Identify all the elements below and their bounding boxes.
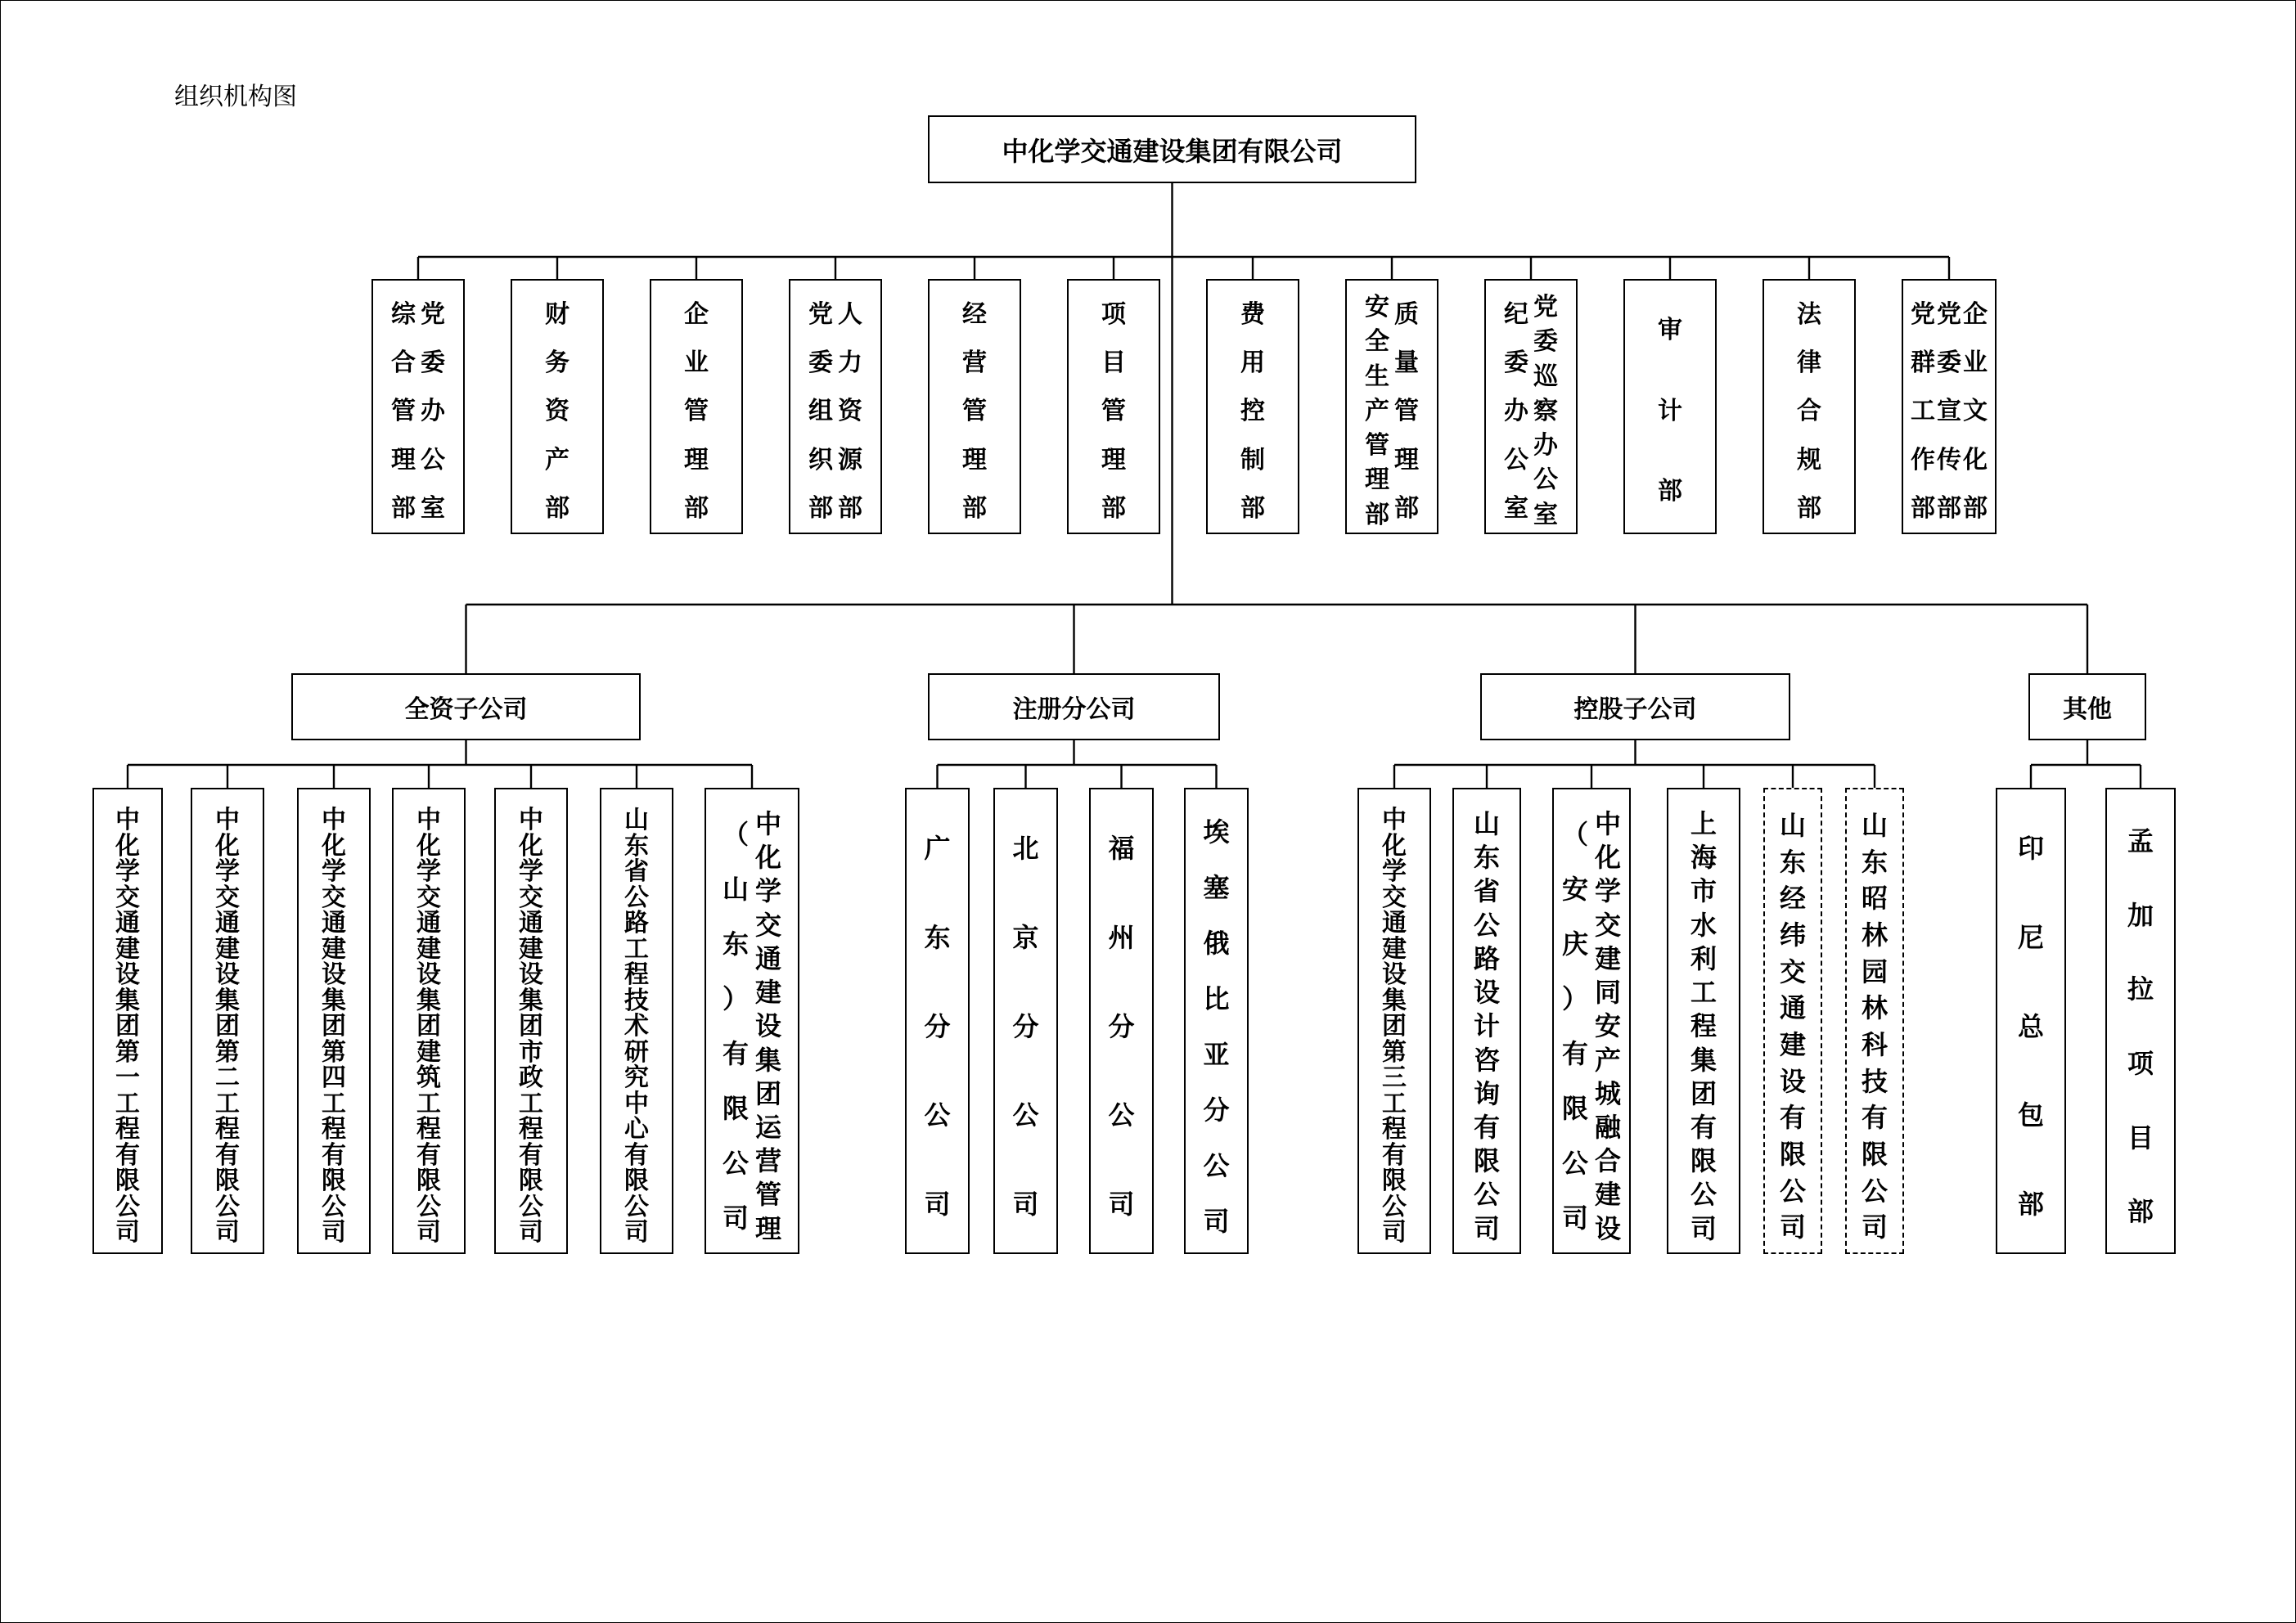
subsidiary-box (1357, 788, 1431, 1254)
group-box: 全资子公司 (291, 673, 641, 740)
department-box (789, 279, 882, 534)
vertical-text-column: 广 东 分 公 司 (924, 833, 951, 1221)
department-box (650, 279, 743, 534)
vertical-text-column: （ 山 东 ） 有 限 公 司 (722, 819, 749, 1234)
vertical-text-column: 埃 塞 俄 比 亚 分 公 司 (1203, 816, 1230, 1237)
vertical-text-column: 福 州 分 公 司 (1108, 833, 1135, 1221)
department-box (1623, 279, 1717, 534)
subsidiary-box (92, 788, 163, 1254)
group-box: 其他 (2028, 673, 2146, 740)
root-company-box: 中化学交通建设集团有限公司 (928, 115, 1416, 183)
department-box (1067, 279, 1160, 534)
vertical-text-column: 北 京 分 公 司 (1012, 833, 1039, 1221)
vertical-text-column: 党 群 工 作 部 (1911, 300, 1935, 523)
vertical-text-column: 中 化 学 交 建 同 安 产 城 融 合 建 设 (1595, 808, 1622, 1244)
vertical-text-column: 孟 加 拉 项 目 部 (2127, 825, 2154, 1228)
vertical-text-column: 党 委 巡 察 办 公 室 (1533, 293, 1558, 529)
vertical-text-column: 中 化 学 交 通 建 设 集 团 运 营 管 理 (755, 808, 782, 1244)
subsidiary-box (1667, 788, 1740, 1254)
group-box: 控股子公司 (1480, 673, 1790, 740)
subsidiary-box (494, 788, 568, 1254)
subsidiary-box (1845, 788, 1904, 1254)
vertical-text-column: 山 东 省 公 路 设 计 咨 询 有 限 公 司 (1473, 808, 1500, 1244)
subsidiary-box (905, 788, 970, 1254)
vertical-text-column: 上 海 市 水 利 工 程 集 团 有 限 公 司 (1690, 808, 1717, 1244)
group-box: 注册分公司 (928, 673, 1220, 740)
vertical-text-column: 法 律 合 规 部 (1797, 300, 1821, 523)
subsidiary-box (1452, 788, 1521, 1254)
vertical-text-column: （ 安 庆 ） 有 限 公 司 (1561, 819, 1588, 1234)
subsidiary-box (1184, 788, 1249, 1254)
subsidiary-box (2105, 788, 2176, 1254)
subsidiary-box (297, 788, 371, 1254)
subsidiary-box (1763, 788, 1822, 1254)
department-box (1902, 279, 1997, 534)
vertical-text-column: 人 力 资 源 部 (838, 300, 862, 523)
vertical-text-column: 经 营 管 理 部 (962, 300, 987, 523)
vertical-text-column: 中 化 学 交 通 建 设 集 团 第 二 工 程 有 限 公 司 (215, 806, 240, 1248)
page-title: 组织机构图 (174, 83, 297, 111)
vertical-text-column: 党 委 组 织 部 (808, 300, 833, 523)
department-box (1345, 279, 1438, 534)
vertical-text-column: 安 全 生 产 管 理 部 (1365, 293, 1389, 529)
department-box (371, 279, 465, 534)
vertical-text-column: 党 委 宣 传 部 (1937, 300, 1961, 523)
vertical-text-column: 中 化 学 交 通 建 设 集 团 建 筑 工 程 有 限 公 司 (416, 806, 441, 1248)
vertical-text-column: 山 东 昭 林 园 林 科 技 有 限 公 司 (1861, 810, 1888, 1243)
vertical-text-column: 中 化 学 交 通 建 设 集 团 第 四 工 程 有 限 公 司 (322, 806, 346, 1248)
vertical-text-column: 企 业 文 化 部 (1963, 300, 1988, 523)
vertical-text-column: 中 化 学 交 通 建 设 集 团 第 三 工 程 有 限 公 司 (1382, 806, 1407, 1248)
department-box (511, 279, 604, 534)
subsidiary-box (1552, 788, 1631, 1254)
vertical-text-column: 费 用 控 制 部 (1240, 300, 1265, 523)
subsidiary-box (600, 788, 673, 1254)
vertical-text-column: 项 目 管 理 部 (1101, 300, 1126, 523)
vertical-text-column: 综 合 管 理 部 (391, 300, 416, 523)
vertical-text-column: 党 委 办 公 室 (421, 300, 445, 523)
vertical-text-column: 企 业 管 理 部 (684, 300, 709, 523)
vertical-text-column: 印 尼 总 包 部 (2017, 833, 2044, 1221)
subsidiary-box (191, 788, 264, 1254)
department-box (1484, 279, 1578, 534)
department-box (928, 279, 1021, 534)
department-box (1206, 279, 1299, 534)
department-box (1763, 279, 1856, 534)
vertical-text-column: 纪 委 办 公 室 (1504, 300, 1528, 523)
subsidiary-box (1089, 788, 1154, 1254)
vertical-text-column: 山 东 经 纬 交 通 建 设 有 限 公 司 (1779, 810, 1806, 1243)
subsidiary-box (993, 788, 1058, 1254)
vertical-text-column: 审 计 部 (1658, 316, 1682, 506)
vertical-text-column: 山 东 省 公 路 工 程 技 术 研 究 中 心 有 限 公 司 (624, 806, 649, 1248)
vertical-text-column: 财 务 资 产 部 (545, 300, 569, 523)
vertical-text-column: 质 量 管 理 部 (1394, 300, 1419, 523)
subsidiary-box (392, 788, 466, 1254)
subsidiary-box (705, 788, 799, 1254)
vertical-text-column: 中 化 学 交 通 建 设 集 团 第 一 工 程 有 限 公 司 (115, 806, 140, 1248)
vertical-text-column: 中 化 学 交 通 建 设 集 团 市 政 工 程 有 限 公 司 (519, 806, 543, 1248)
subsidiary-box (1996, 788, 2066, 1254)
